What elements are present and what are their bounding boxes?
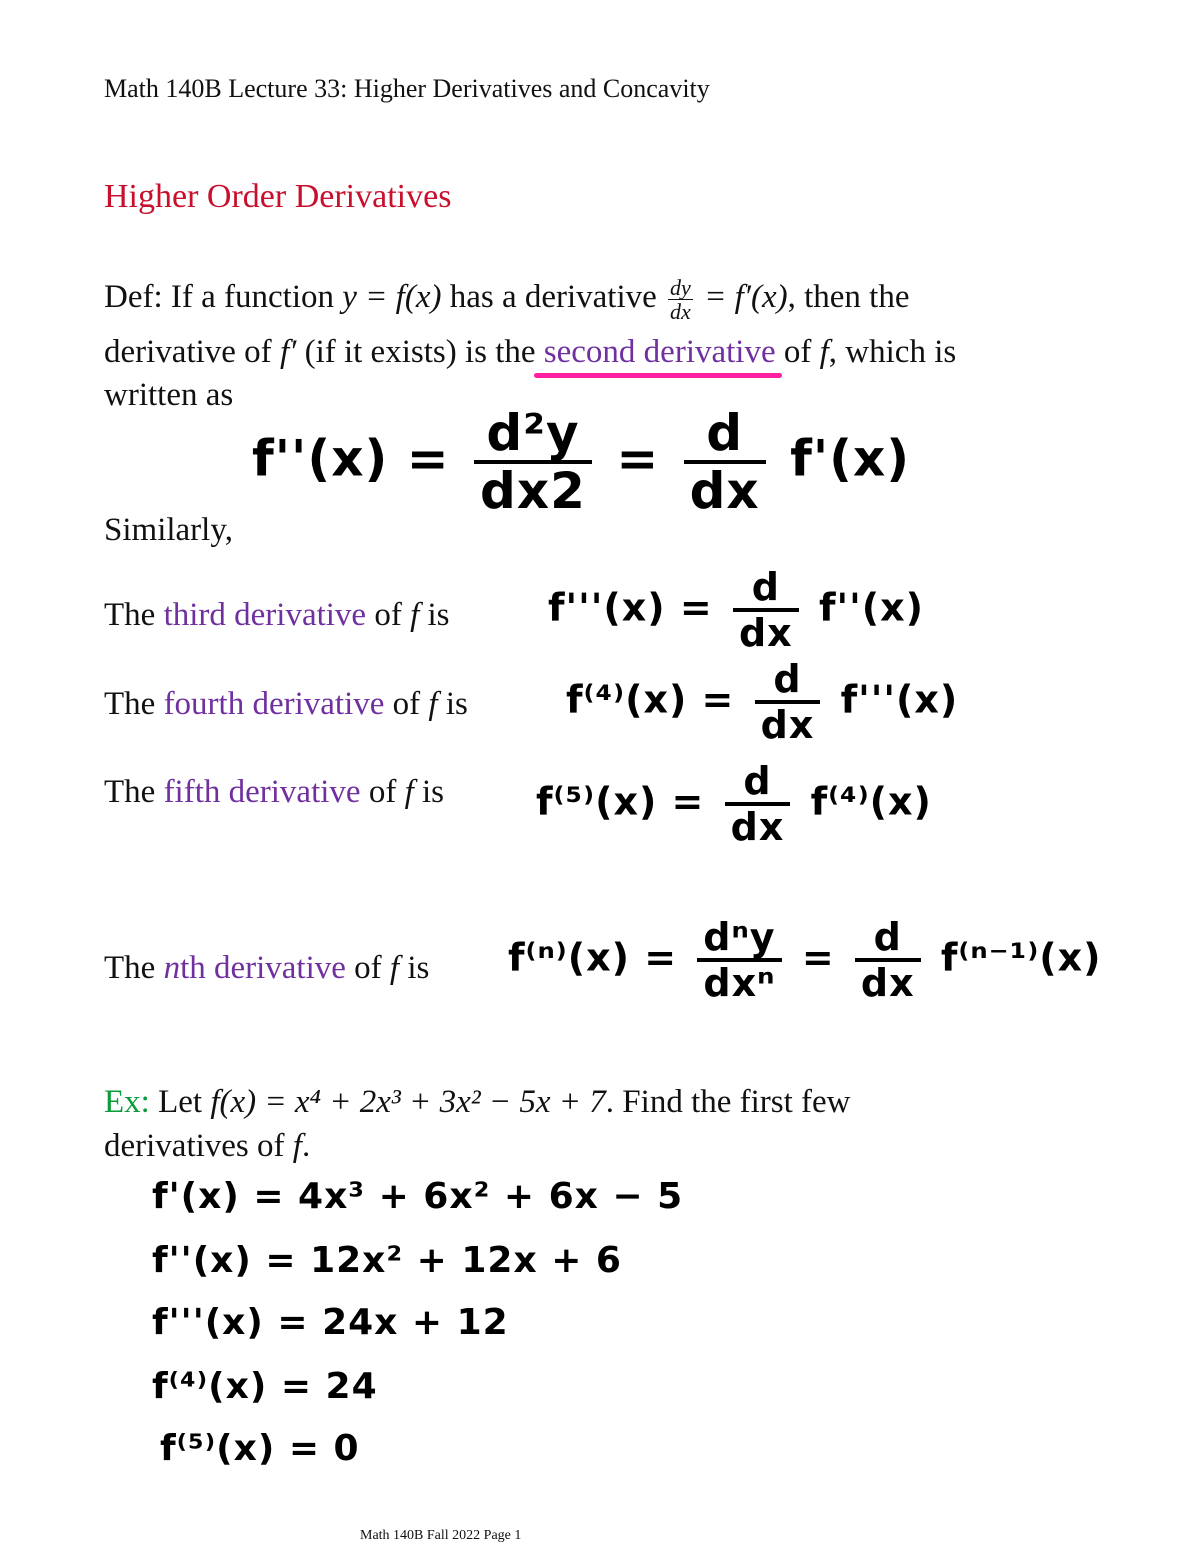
example-line-1 bbox=[104, 1082, 851, 1122]
term-second-derivative bbox=[544, 334, 776, 370]
hw-lhs: f⁽⁴⁾(x) = bbox=[566, 677, 735, 722]
text: derivatives of bbox=[104, 1128, 293, 1164]
math-f: f bbox=[428, 686, 438, 722]
definition-line-1 bbox=[104, 276, 909, 323]
hw-rhs: f'(x) bbox=[790, 429, 911, 488]
definition-text: has a derivative bbox=[441, 279, 666, 316]
hw-fraction bbox=[733, 565, 799, 655]
text: is bbox=[413, 774, 445, 810]
text: . bbox=[301, 1128, 311, 1164]
hw-frac-num: d bbox=[725, 762, 791, 806]
text: Let bbox=[149, 1084, 211, 1120]
hw-rhs: f⁽⁴⁾(x) bbox=[810, 779, 932, 824]
nth-derivative-line bbox=[104, 948, 429, 988]
math-f: f bbox=[292, 1128, 302, 1164]
hw-fraction bbox=[684, 404, 766, 520]
solution-fourth-derivative: f⁽⁴⁾(x) = 24 bbox=[152, 1366, 378, 1407]
hw-frac-num: d bbox=[755, 660, 821, 704]
hw-frac-den: dx bbox=[689, 462, 760, 520]
term-text: second derivative bbox=[543, 334, 776, 370]
text: The bbox=[104, 597, 164, 633]
handwritten-nth bbox=[508, 915, 1102, 1005]
hw-frac-den: dx bbox=[860, 961, 915, 1005]
fourth-derivative-line bbox=[104, 684, 468, 724]
fifth-derivative-line bbox=[104, 772, 444, 812]
hw-frac-num: d bbox=[684, 408, 766, 464]
text: of bbox=[366, 597, 411, 633]
math-f: f bbox=[410, 597, 420, 633]
dy-dx-fraction bbox=[668, 276, 693, 323]
example-line-2 bbox=[104, 1126, 310, 1166]
solution-second-derivative: f''(x) = 12x² + 12x + 6 bbox=[152, 1240, 622, 1281]
text: is bbox=[419, 597, 450, 633]
solution-first-derivative: f'(x) = 4x³ + 6x² + 6x − 5 bbox=[152, 1176, 684, 1217]
text: The bbox=[104, 774, 164, 810]
math-polynomial: f(x) = x⁴ + 2x³ + 3x² − 5x + 7 bbox=[210, 1084, 606, 1120]
text: is bbox=[399, 950, 430, 986]
term-fourth-derivative: fourth derivative bbox=[163, 686, 385, 722]
third-derivative-line bbox=[104, 595, 450, 635]
math-f: f bbox=[819, 334, 829, 370]
hw-equals: = bbox=[801, 935, 835, 980]
solution-fifth-derivative: f⁽⁵⁾(x) = 0 bbox=[160, 1428, 360, 1469]
hw-lhs: f''(x) = bbox=[252, 429, 450, 488]
hw-frac-den: dx bbox=[730, 805, 785, 849]
math-fprime-eq: = f′(x) bbox=[695, 279, 788, 316]
definition-text: Def: If a function bbox=[104, 279, 343, 316]
hw-fraction bbox=[474, 404, 592, 520]
hw-fraction bbox=[725, 759, 791, 849]
hw-fraction bbox=[755, 657, 821, 747]
math-f: f bbox=[404, 774, 414, 810]
math-fprime: f′ bbox=[279, 334, 297, 370]
hw-rhs: f⁽ⁿ⁻¹⁾(x) bbox=[940, 935, 1102, 980]
text: is bbox=[437, 686, 468, 722]
definition-line-3: written as bbox=[104, 377, 234, 413]
frac-numerator: dy bbox=[670, 275, 691, 300]
hw-fraction bbox=[855, 915, 921, 1005]
section-title: Higher Order Derivatives bbox=[104, 178, 452, 215]
handwritten-fourth bbox=[566, 657, 959, 747]
solution-third-derivative: f'''(x) = 24x + 12 bbox=[152, 1302, 509, 1343]
hw-lhs: f'''(x) = bbox=[548, 585, 713, 630]
hw-frac-den: dx bbox=[738, 611, 793, 655]
hw-lhs: f⁽⁵⁾(x) = bbox=[536, 779, 705, 824]
frac-denominator: dx bbox=[670, 299, 691, 325]
text: of bbox=[345, 950, 390, 986]
hw-frac-num: d²y bbox=[474, 408, 592, 464]
math-f: f bbox=[389, 950, 400, 986]
hw-equals: = bbox=[616, 429, 660, 488]
hw-frac-num: dⁿy bbox=[697, 918, 781, 962]
hw-rhs: f''(x) bbox=[818, 585, 924, 630]
definition-text: of bbox=[775, 334, 820, 370]
similarly-text: Similarly, bbox=[104, 512, 233, 548]
definition-text: derivative of bbox=[104, 334, 280, 370]
hw-rhs: f'''(x) bbox=[840, 677, 959, 722]
term-n: n bbox=[163, 950, 181, 986]
definition-text: , which is bbox=[828, 334, 957, 370]
hw-fraction bbox=[697, 915, 781, 1005]
example-label: Ex: bbox=[104, 1084, 150, 1120]
definition-text: (if it exists) is the bbox=[296, 334, 544, 370]
text: of bbox=[384, 686, 429, 722]
hw-frac-den: dx2 bbox=[480, 462, 586, 520]
hw-lhs: f⁽ⁿ⁾(x) = bbox=[508, 935, 678, 980]
handwritten-second-derivative bbox=[252, 404, 911, 520]
handwritten-third bbox=[548, 565, 924, 655]
hw-frac-den: dxⁿ bbox=[703, 961, 776, 1005]
term-third-derivative: third derivative bbox=[163, 597, 367, 633]
definition-text: , then the bbox=[787, 279, 910, 316]
handwritten-fifth bbox=[536, 759, 932, 849]
text: of bbox=[360, 774, 405, 810]
highlight-underline bbox=[534, 373, 782, 378]
math-y-eq: y = f(x) bbox=[342, 279, 442, 316]
page-footer: Math 140B Fall 2022 Page 1 bbox=[360, 1528, 522, 1543]
text: The bbox=[104, 950, 164, 986]
hw-frac-num: d bbox=[733, 568, 799, 612]
text: . Find the first few bbox=[605, 1084, 851, 1120]
definition-line-2 bbox=[104, 332, 956, 372]
hw-frac-den: dx bbox=[760, 703, 815, 747]
term-fifth-derivative: fifth derivative bbox=[163, 774, 361, 810]
page-header: Math 140B Lecture 33: Higher Derivatives and Concavity bbox=[104, 74, 710, 103]
term-nth-derivative: th derivative bbox=[180, 950, 346, 986]
hw-frac-num: d bbox=[855, 918, 921, 962]
text: The bbox=[104, 686, 164, 722]
